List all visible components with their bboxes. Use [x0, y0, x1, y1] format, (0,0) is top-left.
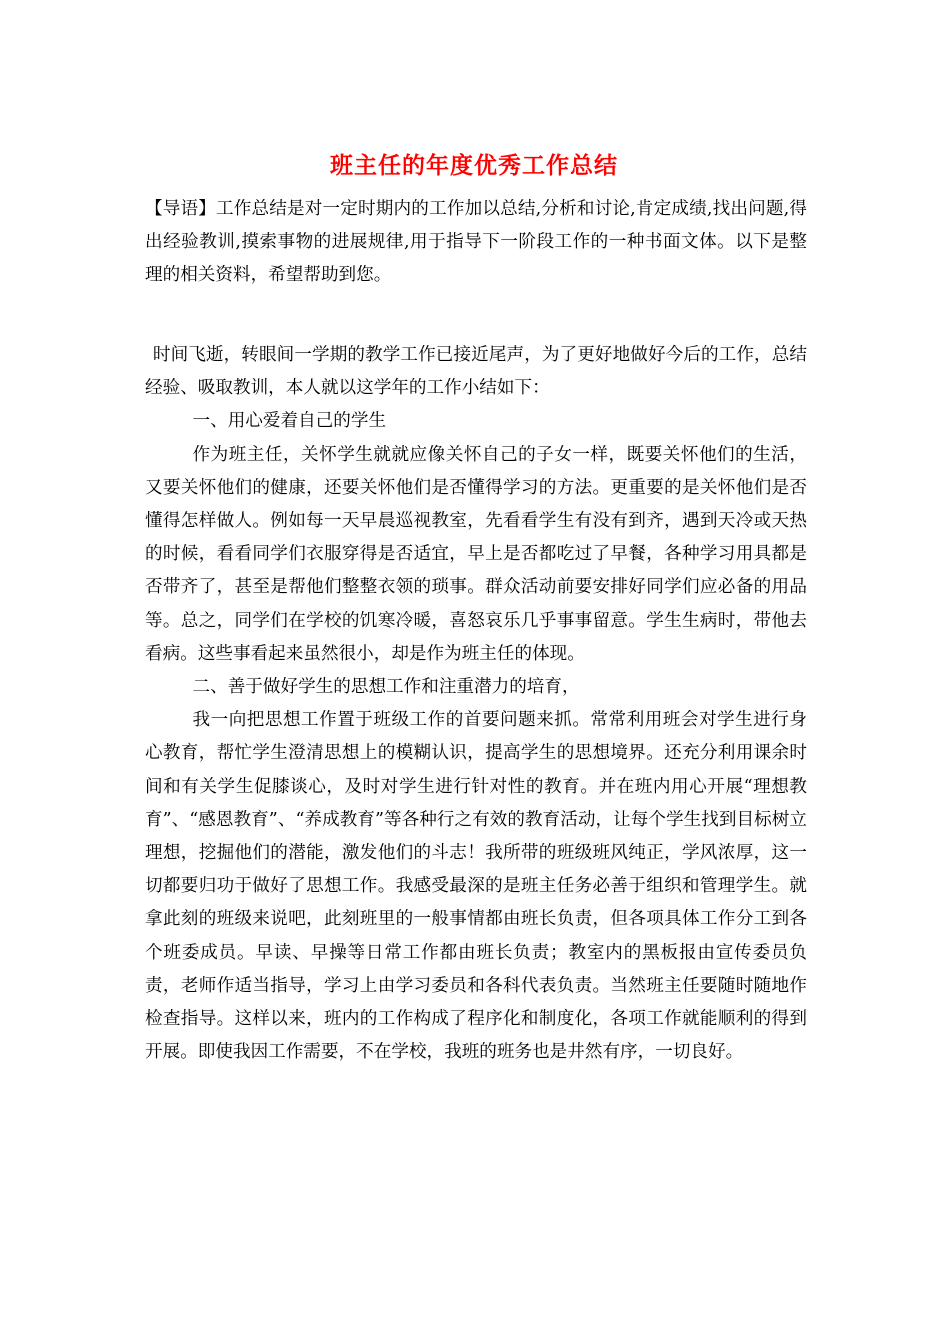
- opening-paragraph: 时间飞逝，转眼间一学期的教学工作已接近尾声，为了更好地做好今后的工作，总结经验、吸取教训，本人就以这学年的工作小结如下：: [145, 345, 807, 399]
- intro-paragraph: 【导语】工作总结是对一定时期内的工作加以总结,分析和讨论,肯定成绩,找出问题,得出经验教训,摸索事物的进展规律,用于指导下一阶段工作的一种书面文体。以下是整理的相关资料，希望帮助到您。: [145, 199, 807, 286]
- section-heading-2: 二、善于做好学生的思想工作和注重潜力的培育，: [192, 677, 580, 698]
- section-heading-1: 一、用心爱着自己的学生: [192, 411, 387, 432]
- section-paragraph-2: 我一向把思想工作置于班级工作的首要问题来抓。常常利用班会对学生进行身心教育，帮忙学生澄清思想上的模糊认识，提高学生的思想境界。还充分利用课余时间和有关学生促膝谈心，及时对学生进行针对性的教育。并在班内用心开展“理想教育”、“感恩教育”、“养成教育”等各种行之有效的教育活动，让每个学生找到目标树立理想，挖掘他们的潜能，激发他们的斗志！我所带的班级班风纯正，学风浓厚，这一切都要归功于做好了思想工作。我感受最深的是班主任务必善于组织和管理学生。就拿此刻的班级来说吧，此刻班里的一般事情都由班长负责，但各项具体工作分工到各个班委成员。早读、早操等日常工作都由班长负责；教室内的黑板报由宣传委员负责，老师作适当指导，学习上由学习委员和各科代表负责。当然班主任要随时随地作检查指导。这样以来，班内的工作构成了程序化和制度化，各项工作就能顺利的得到开展。即使我因工作需要，不在学校，我班的班务也是井然有序，一切良好。: [145, 710, 807, 1063]
- document-body: [145, 339, 807, 1069]
- section-paragraph-1: 作为班主任，关怀学生就就应像关怀自己的子女一样，既要关怀他们的生活，又要关怀他们的健康，还要关怀他们是否懂得学习的方法。更重要的是关怀他们是否懂得怎样做人。例如每一天早晨巡视教室，先看看学生有没有到齐，遇到天冷或天热的时候，看看同学们衣服穿得是否适宜，早上是否都吃过了早餐，各种学习用具都是否带齐了，甚至是帮他们整整衣领的琐事。群众活动前要安排好同学们应必备的用品等。总之，同学们在学校的饥寒冷暖，喜怒哀乐几乎事事留意。学生生病时，带他去看病。这些事看起来虽然很小，却是作为班主任的体现。: [145, 444, 807, 664]
- document-title: 班主任的年度优秀工作总结: [330, 152, 618, 179]
